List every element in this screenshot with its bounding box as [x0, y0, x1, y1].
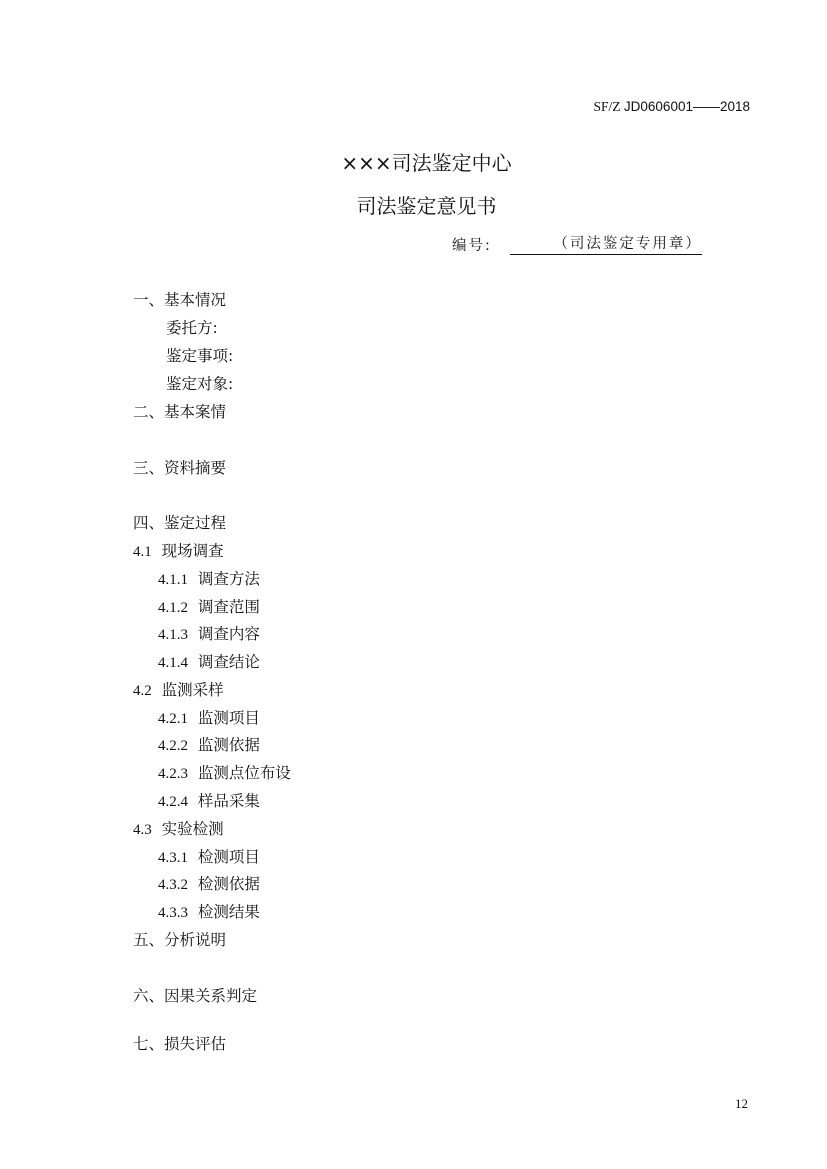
- subsection-number: 4.2: [133, 683, 152, 699]
- item-4-3-3: [158, 900, 260, 922]
- center-name: ×××司法鉴定中心: [341, 151, 512, 175]
- item-title: 调查内容: [197, 625, 260, 643]
- item-title: 监测依据: [197, 736, 260, 754]
- number-label: 编号:: [452, 238, 492, 254]
- subsection-number: 4.3: [133, 822, 152, 838]
- item-4-1-3: [158, 622, 260, 644]
- item-client: 委托方:: [166, 319, 218, 337]
- item-4-1-1: [158, 567, 260, 589]
- seal-placeholder: （司法鉴定专用章）: [510, 232, 702, 255]
- section-basic-info: 一、基本情况: [133, 291, 227, 309]
- number-field: [452, 232, 702, 255]
- item-number: 4.1.1: [158, 572, 188, 588]
- subsection-title: 实验检测: [161, 820, 224, 838]
- item-4-3-2: [158, 872, 260, 894]
- standard-code-prefix: SF/Z: [593, 99, 624, 114]
- item-title: 检测依据: [197, 875, 260, 893]
- item-4-1-2: [158, 595, 260, 617]
- item-number: 4.2.2: [158, 738, 188, 754]
- standard-code: [594, 99, 750, 115]
- item-4-2-3: [158, 761, 291, 783]
- item-number: 4.2.3: [158, 766, 188, 782]
- subsection-number: 4.1: [133, 544, 152, 560]
- subsection-4-3: [133, 817, 224, 839]
- item-number: 4.3.1: [158, 850, 188, 866]
- item-title: 调查结论: [197, 653, 260, 671]
- item-title: 样品采集: [197, 792, 260, 810]
- document-title: 司法鉴定意见书: [356, 194, 497, 218]
- item-4-2-1: [158, 706, 260, 728]
- item-title: 监测点位布设: [197, 764, 291, 782]
- section-analysis: 五、分析说明: [133, 931, 227, 949]
- item-title: 监测项目: [197, 709, 260, 727]
- item-number: 4.1.3: [158, 627, 188, 643]
- section-case-summary: 二、基本案情: [133, 403, 227, 421]
- section-causality: 六、因果关系判定: [133, 987, 258, 1005]
- item-number: 4.3.2: [158, 877, 188, 893]
- item-number: 4.3.3: [158, 905, 188, 921]
- subsection-title: 现场调查: [161, 542, 224, 560]
- item-4-1-4: [158, 650, 260, 672]
- section-material-abstract: 三、资料摘要: [133, 459, 227, 477]
- section-appraisal-process: 四、鉴定过程: [133, 514, 227, 532]
- item-title: 调查范围: [197, 598, 260, 616]
- subsection-4-2: [133, 678, 224, 700]
- item-4-3-1: [158, 845, 260, 867]
- item-title: 检测结果: [197, 903, 260, 921]
- item-4-2-4: [158, 789, 260, 811]
- item-appraisal-object: 鉴定对象:: [166, 375, 234, 393]
- item-number: 4.2.4: [158, 794, 188, 810]
- section-loss-assessment: 七、损失评估: [133, 1035, 227, 1053]
- item-number: 4.2.1: [158, 711, 188, 727]
- item-title: 检测项目: [197, 848, 260, 866]
- item-number: 4.1.4: [158, 655, 188, 671]
- page-number: 12: [735, 1096, 748, 1111]
- subsection-title: 监测采样: [161, 681, 224, 699]
- item-title: 调查方法: [197, 570, 260, 588]
- subsection-4-1: [133, 539, 224, 561]
- item-4-2-2: [158, 733, 260, 755]
- item-number: 4.1.2: [158, 600, 188, 616]
- standard-code-number: JD0606001——2018: [623, 99, 750, 114]
- item-appraisal-matter: 鉴定事项:: [166, 347, 234, 365]
